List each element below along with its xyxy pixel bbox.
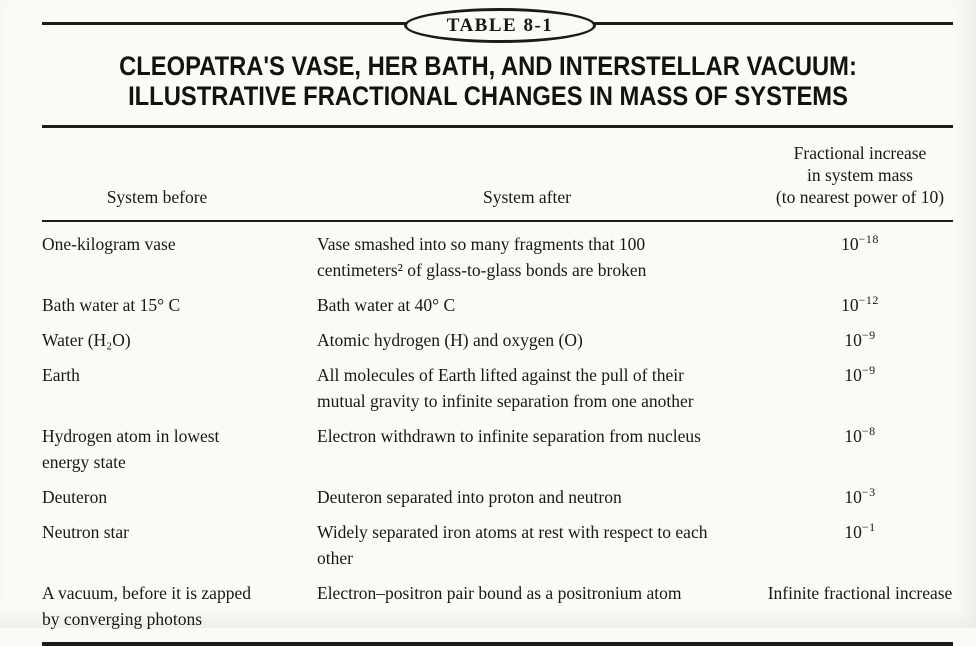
header-fractional-line2: in system mass bbox=[807, 165, 913, 185]
fractional-increase-cell bbox=[737, 327, 953, 353]
table-body bbox=[42, 222, 953, 632]
fractional-increase-cell bbox=[737, 484, 953, 510]
table-row bbox=[42, 571, 953, 632]
table-row bbox=[42, 475, 953, 510]
fractional-increase-cell bbox=[737, 580, 953, 632]
value-exponent: −12 bbox=[858, 293, 879, 308]
bottom-rule bbox=[42, 642, 953, 646]
value-exponent: −9 bbox=[861, 363, 876, 378]
system-after-cell: Bath water at 40° C bbox=[317, 295, 456, 315]
table-row bbox=[42, 222, 953, 283]
header-fractional-increase bbox=[737, 142, 953, 208]
system-before-cell: Water (H₂O) bbox=[42, 330, 131, 350]
system-before-cell: Earth bbox=[42, 365, 80, 385]
header-system-after: System after bbox=[483, 187, 571, 207]
table-row bbox=[42, 414, 953, 475]
system-before-cell: Bath water at 15° C bbox=[42, 295, 181, 315]
value-base: 10 bbox=[841, 234, 859, 254]
value-base: 10 bbox=[844, 522, 862, 542]
table-title bbox=[59, 51, 918, 111]
fractional-increase-cell bbox=[737, 292, 953, 318]
value-exponent: −8 bbox=[861, 424, 876, 439]
system-before-cell: Neutron star bbox=[42, 522, 129, 542]
fractional-increase-cell bbox=[737, 423, 953, 475]
value-base: 10 bbox=[844, 365, 862, 385]
title-separator-rule bbox=[42, 125, 953, 128]
value-base: 10 bbox=[844, 330, 862, 350]
table-row bbox=[42, 283, 953, 318]
table-title-line2: ILLUSTRATIVE FRACTIONAL CHANGES IN MASS OF SYSTEMS bbox=[128, 81, 848, 111]
system-after-cell: All molecules of Earth lifted against the pull of their mutual gravity to infinite separation from one another bbox=[317, 365, 694, 411]
value-exponent: −9 bbox=[861, 328, 876, 343]
header-fractional-line3: (to nearest power of 10) bbox=[775, 187, 945, 207]
system-before-cell: One-kilogram vase bbox=[42, 234, 176, 254]
table-number-label: TABLE 8-1 bbox=[446, 14, 554, 36]
table-row bbox=[42, 318, 953, 353]
header-fractional-line1: Fractional increase bbox=[793, 143, 927, 163]
fractional-increase-cell bbox=[737, 362, 953, 414]
table-row bbox=[42, 510, 953, 571]
value-exponent: −18 bbox=[858, 232, 879, 247]
table-title-line1: CLEOPATRA'S VASE, HER BATH, AND INTERSTELLAR VACUUM: bbox=[119, 51, 857, 81]
value-text: Infinite fractional increase bbox=[767, 583, 953, 603]
system-after-cell: Vase smashed into so many fragments that 100 centimeters² of glass-to-glass bonds are broken bbox=[317, 234, 647, 280]
table-header-row bbox=[42, 138, 953, 220]
system-after-cell: Electron withdrawn to infinite separation from nucleus bbox=[317, 426, 701, 446]
system-after-cell: Electron–positron pair bound as a positronium atom bbox=[317, 583, 682, 603]
value-exponent: −3 bbox=[861, 485, 876, 500]
data-table bbox=[42, 138, 953, 646]
value-base: 10 bbox=[841, 295, 859, 315]
value-exponent: −1 bbox=[861, 520, 876, 535]
system-before-cell: A vacuum, before it is zapped by converging photons bbox=[42, 583, 251, 629]
header-system-before: System before bbox=[106, 187, 208, 207]
fractional-increase-cell bbox=[737, 519, 953, 571]
system-before-cell: Hydrogen atom in lowest energy state bbox=[42, 426, 220, 472]
fractional-increase-cell bbox=[737, 231, 953, 283]
value-base: 10 bbox=[844, 487, 862, 507]
system-after-cell: Widely separated iron atoms at rest with respect to each other bbox=[317, 522, 708, 568]
system-after-cell: Deuteron separated into proton and neutron bbox=[317, 487, 622, 507]
system-before-cell: Deuteron bbox=[42, 487, 108, 507]
table-row bbox=[42, 353, 953, 414]
system-after-cell: Atomic hydrogen (H) and oxygen (O) bbox=[317, 330, 583, 350]
table-number-badge bbox=[404, 8, 596, 43]
value-base: 10 bbox=[844, 426, 862, 446]
